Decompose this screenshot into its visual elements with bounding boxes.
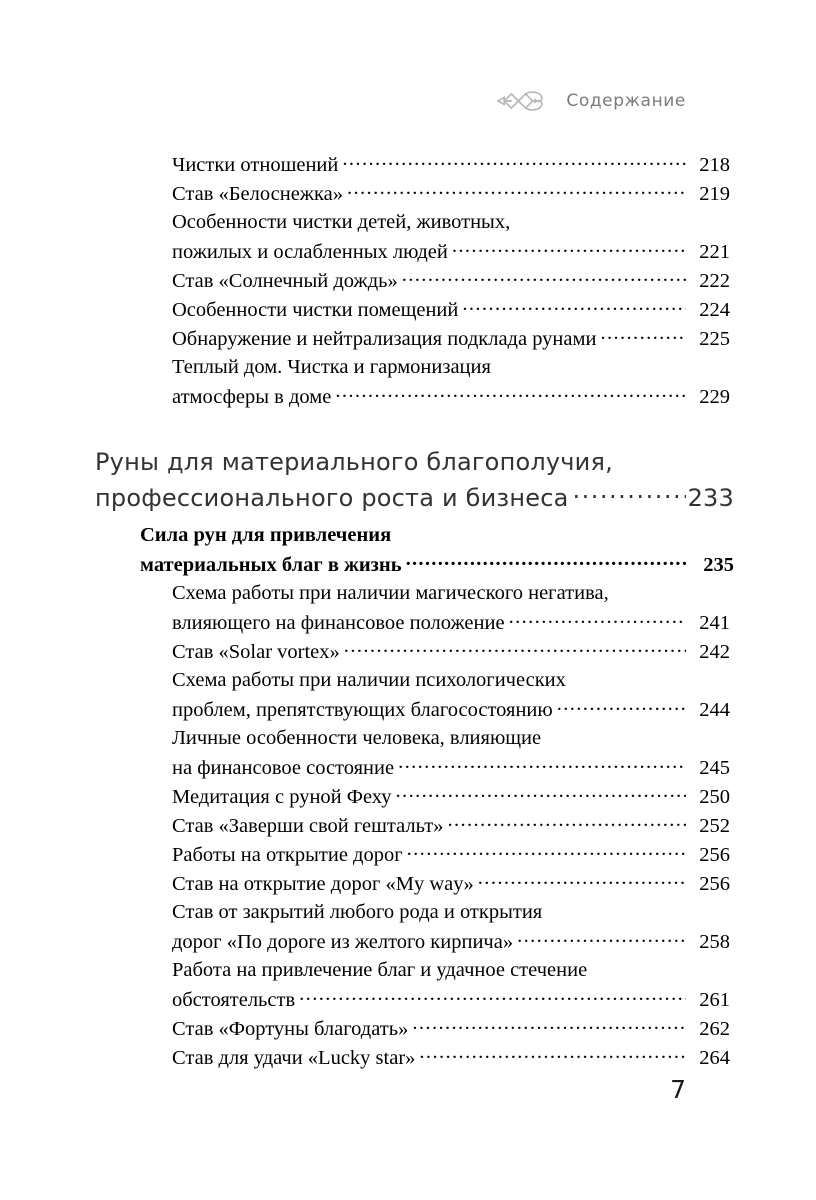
toc-entry[interactable] [0,956,816,1014]
toc-entry-text: Особенности чистки помещений [172,298,459,321]
toc-line-continued [0,521,816,550]
toc-entry-text: материальных благ в жизнь [140,553,402,576]
table-of-contents [0,150,816,1072]
dot-leader [403,840,686,861]
toc-entry-text: дорог «По дороге из желтого кирпича» [172,930,514,953]
toc-line-with-page [0,608,816,637]
toc-page-number-value: 222 [699,269,730,292]
toc-line-with-page [0,266,816,295]
toc-page-number [686,928,816,957]
dot-leader [402,550,686,571]
dot-leader [505,608,686,629]
toc-page-number-value: 250 [699,785,730,808]
toc-page-number [686,1044,816,1073]
toc-entry[interactable] [0,353,816,411]
toc-entry[interactable] [0,724,816,782]
toc-entry-text: Чистки отношений [172,153,339,176]
toc-entry-text: Став «Солнечный дождь» [172,269,398,292]
toc-entry[interactable] [0,179,816,208]
toc-section-heading[interactable] [0,444,816,516]
toc-line-with-page [0,1043,816,1072]
toc-page-number-value: 262 [699,1017,730,1040]
toc-line-with-page [0,782,816,811]
toc-line-continued [0,666,816,695]
toc-entry-text: Обнаружение и нейтрализация подклада рунами [172,327,597,350]
toc-page-number-value: 229 [699,385,730,408]
dot-leader [553,695,686,716]
toc-entry-text: Став «Фортуны благодать» [172,1017,409,1040]
toc-line-continued [0,353,816,382]
toc-page-number-value: 218 [699,153,730,176]
toc-page-number [686,754,816,783]
dot-leader [394,753,686,774]
toc-line-with-page [0,840,816,869]
toc-line-with-page [0,927,816,956]
toc-entry-text: профессионального роста и бизнеса [95,484,569,512]
toc-entry-text: влияющего на финансовое положение [172,611,505,634]
toc-entry-text: проблем, препятствующих благосостоянию [172,698,553,721]
toc-entry-text: на финансовое состояние [172,756,395,779]
toc-entry-text: Став для удачи «Lucky star» [172,1046,416,1069]
dot-leader [338,150,686,171]
toc-page-number [686,696,816,725]
toc-entry-text: Работы на открытие дорог [172,843,403,866]
toc-subsection-heading[interactable] [0,521,816,579]
toc-line-continued [0,956,816,985]
toc-entry[interactable] [0,266,816,295]
page-number: 7 [670,1075,686,1104]
toc-entry[interactable] [0,1043,816,1072]
toc-line-with-page [0,637,816,666]
toc-entry-text: Теплый дом. Чистка и гармонизация [172,356,491,378]
toc-line-with-page [0,324,816,353]
toc-page-number [686,267,816,296]
toc-entry-text: Руны для материального благополучия, [95,448,613,476]
toc-page-number [686,783,816,812]
toc-entry[interactable] [0,840,816,869]
toc-line-continued [0,444,816,480]
toc-page-number-value: 219 [699,182,730,205]
toc-line-with-page [0,695,816,724]
toc-line-with-page [0,1014,816,1043]
toc-entry-text: атмосферы в доме [172,385,332,408]
toc-page-number [686,296,816,325]
toc-entry[interactable] [0,869,816,898]
toc-page-number-value: 245 [699,756,730,779]
toc-page-number [686,841,816,870]
toc-line-with-page [0,480,816,516]
dot-leader [408,1014,686,1035]
toc-page-number-value: 244 [699,698,730,721]
toc-page-number-value: 261 [699,988,730,1011]
toc-entry-text: пожилых и ослабленных людей [172,240,448,263]
running-header [0,88,686,114]
toc-page-number-value: 221 [699,240,730,263]
dot-leader [513,927,686,948]
toc-line-with-page [0,811,816,840]
toc-page-number [686,151,816,180]
toc-page-number-value: 258 [699,930,730,953]
toc-line-with-page [0,382,816,411]
toc-entry[interactable] [0,666,816,724]
toc-line-continued [0,579,816,608]
toc-entry-text: Схема работы при наличии психологических [172,669,566,691]
toc-page-number-value: 256 [699,843,730,866]
toc-page-number-value: 235 [703,553,734,576]
toc-entry-text: Особенности чистки детей, животных, [172,211,511,233]
dot-leader [331,382,686,403]
toc-page-number [686,870,816,899]
toc-page-number-value: 256 [699,872,730,895]
toc-entry[interactable] [0,637,816,666]
toc-entry[interactable] [0,324,816,353]
toc-page-number-value: 233 [687,484,734,512]
toc-page-number-value: 241 [699,611,730,634]
toc-line-with-page [0,869,816,898]
toc-page-number-value: 252 [699,814,730,837]
toc-entry[interactable] [0,208,816,266]
toc-page-number-value: 224 [699,298,730,321]
toc-line-continued [0,724,816,753]
toc-page-number [686,551,816,580]
toc-entry-text: обстоятельств [172,988,296,1011]
dot-leader [398,266,686,287]
dot-leader [448,237,686,258]
dot-leader [596,324,686,345]
toc-page-number [686,383,816,412]
toc-entry-text: Медитация с руной Феху [172,785,392,808]
toc-page-number [686,480,816,516]
toc-line-with-page [0,550,816,579]
toc-entry[interactable] [0,811,816,840]
toc-page-number [686,812,816,841]
toc-entry-text: Личные особенности человека, влияющие [172,727,542,749]
dot-leader [295,985,686,1006]
toc-entry-text: Став на открытие дорог «My way» [172,872,474,895]
toc-line-with-page [0,150,816,179]
toc-page-number [686,180,816,209]
toc-page-number [686,1015,816,1044]
toc-entry[interactable] [0,782,816,811]
toc-line-with-page [0,179,816,208]
toc-entry[interactable] [0,1014,816,1043]
toc-page-number [686,986,816,1015]
toc-entry-text: Став от закрытий любого рода и открытия [172,901,543,923]
dot-leader [392,782,686,803]
toc-page-number [686,609,816,638]
toc-line-with-page [0,753,816,782]
toc-line-continued [0,898,816,927]
dot-leader [415,1043,686,1064]
toc-entry-text: Став «Заверши свой гештальт» [172,814,444,837]
toc-page-number-value: 242 [699,640,730,663]
toc-page-number [686,638,816,667]
toc-entry[interactable] [0,579,816,637]
toc-page-number-value: 264 [699,1046,730,1069]
toc-entry-text: Схема работы при наличии магического негатива, [172,582,609,604]
toc-line-with-page [0,985,816,1014]
toc-line-with-page [0,295,816,324]
celtic-knot-ornament-icon [494,88,550,114]
toc-entry[interactable] [0,150,816,179]
dot-leader [443,811,686,832]
running-header-title: Содержание [566,90,686,111]
dot-leader [343,179,686,200]
toc-entry-text: Работа на привлечение благ и удачное стечение [172,959,588,981]
dot-leader [340,637,686,658]
toc-line-with-page [0,237,816,266]
toc-entry-text: Став «Solar vortex» [172,640,340,663]
toc-page-number [686,325,816,354]
dot-leader [569,482,686,506]
toc-page-number [686,238,816,267]
toc-line-continued [0,208,816,237]
dot-leader [474,869,686,890]
toc-entry[interactable] [0,898,816,956]
toc-entry-text: Сила рун для привлечения [140,524,392,546]
toc-entry-text: Став «Белоснежка» [172,182,343,205]
toc-page-number-value: 225 [699,327,730,350]
dot-leader [458,295,686,316]
toc-entry[interactable] [0,295,816,324]
